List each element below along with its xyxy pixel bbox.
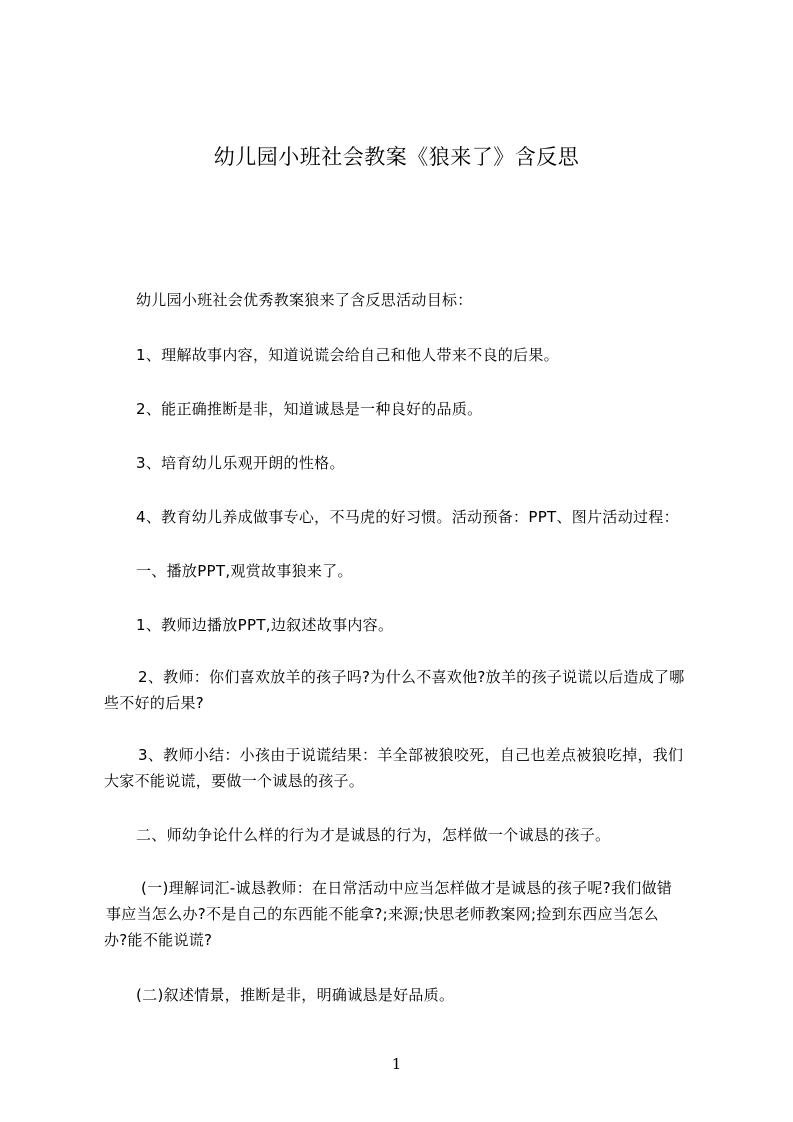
paragraph-step-1-2-line-1: 2、教师：你们喜欢放羊的孩子吗?为什么不喜欢他?放羊的孩子说谎以后造成了哪: [138, 668, 685, 686]
paragraph-objective-4: 4、教育幼儿养成做事专心，不马虎的好习惯。活动预备：PPT、图片活动过程：: [136, 508, 679, 526]
paragraph-step-2-1-line-1: (一)理解词汇-诚恳教师：在日常活动中应当怎样做才是诚恳的孩子呢?我们做错: [141, 879, 673, 897]
paragraph-step-1-3-line-2: 大家不能说谎，要做一个诚恳的孩子。: [104, 772, 365, 790]
paragraph-objectives-heading: 幼儿园小班社会优秀教案狼来了含反思活动目标：: [136, 291, 473, 309]
page-number: 1: [391, 1055, 402, 1073]
paragraph-step-1: 一、播放PPT,观赏故事狼来了。: [136, 562, 353, 580]
paragraph-step-2-1-line-3: 办?能不能说谎?: [104, 931, 213, 949]
paragraph-step-1-1: 1、教师边播放PPT,边叙述故事内容。: [136, 616, 394, 634]
paragraph-objective-1: 1、理解故事内容，知道说谎会给自己和他人带来不良的后果。: [136, 346, 559, 364]
paragraph-step-2-2: (二)叙述情景，推断是非，明确诚恳是好品质。: [136, 986, 455, 1004]
page-title: 幼儿园小班社会教案《狼来了》含反思: [213, 145, 580, 169]
paragraph-step-1-3-line-1: 3、教师小结：小孩由于说谎结果：羊全部被狼咬死，自己也差点被狼吃掉，我们: [138, 746, 684, 764]
paragraph-step-2-1-line-2: 事应当怎么办?不是自己的东西能不能拿?;来源;快思老师教案网;捡到东西应当怎么: [106, 905, 659, 923]
paragraph-objective-2: 2、能正确推断是非，知道诚恳是一种良好的品质。: [136, 400, 483, 418]
paragraph-step-2: 二、师幼争论什么样的行为才是诚恳的行为，怎样做一个诚恳的孩子。: [136, 826, 611, 844]
paragraph-step-1-2-line-2: 些不好的后果?: [104, 694, 205, 712]
paragraph-objective-3: 3、培育幼儿乐观开朗的性格。: [136, 454, 345, 472]
